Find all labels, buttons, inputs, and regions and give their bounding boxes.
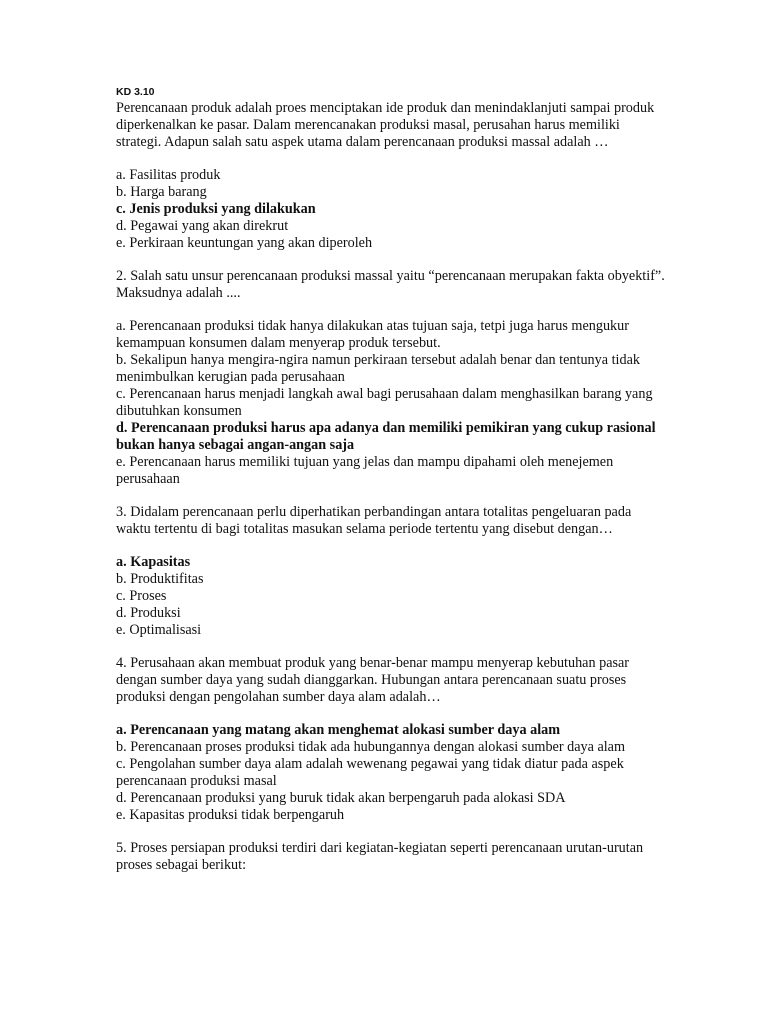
- option-c: c. Perencanaan harus menjadi langkah awal bagi perusahaan dalam menghasilkan barang yang dibutuhkan konsumen: [116, 386, 653, 419]
- option-e: e. Optimalisasi: [116, 622, 202, 638]
- question-2: [116, 268, 668, 488]
- option-e: e. Perencanaan harus memiliki tujuan yang jelas dan mampu dipahami oleh menejemen perusahaan: [116, 454, 614, 487]
- question-3: [116, 504, 668, 639]
- question-1-options: [116, 167, 668, 252]
- option-c-correct: c. Jenis produksi yang dilakukan: [116, 201, 316, 217]
- question-4: [116, 655, 668, 824]
- question-5-stem: 5. Proses persiapan produksi terdiri dari kegiatan-kegiatan seperti perencanaan urutan-urutan proses sebagai berikut:: [116, 840, 644, 873]
- question-4-stem: 4. Perusahaan akan membuat produk yang benar-benar mampu menyerap kebutuhan pasar dengan sumber daya yang sudah dianggarkan. Hubungan antara perencanaan suatu proses produksi dengan pengolahan sumber daya alam adalah…: [116, 655, 630, 705]
- option-a: a. Fasilitas produk: [116, 167, 221, 183]
- option-b: b. Produktifitas: [116, 571, 204, 587]
- question-3-stem: 3. Didalam perencanaan perlu diperhatikan perbandingan antara totalitas pengeluaran pada waktu tertentu di bagi totalitas masukan selama periode tertentu yang disebut dengan…: [116, 504, 632, 537]
- option-d: d. Pegawai yang akan direkrut: [116, 218, 289, 234]
- question-5: [116, 840, 668, 874]
- option-c: c. Pengolahan sumber daya alam adalah wewenang pegawai yang tidak diatur pada aspek perencanaan produksi masal: [116, 756, 624, 789]
- question-1: [116, 100, 668, 252]
- option-a: a. Perencanaan produksi tidak hanya dilakukan atas tujuan saja, tetpi juga harus mengukur kemampuan konsumen dalam menyerap produk tersebut.: [116, 318, 629, 351]
- question-4-options: [116, 722, 668, 824]
- option-b: b. Harga barang: [116, 184, 207, 200]
- option-c: c. Proses: [116, 588, 167, 604]
- question-1-stem: Perencanaan produk adalah proes menciptakan ide produk dan menindaklanjuti sampai produk diperkenalkan ke pasar. Dalam merencanakan produksi masal, perusahan harus memiliki strategi. Adapun salah satu aspek utama dalam perencanaan produksi massal adalah …: [116, 100, 655, 150]
- question-2-stem: 2. Salah satu unsur perencanaan produksi massal yaitu “perencanaan merupakan fakta obyektif”. Maksudnya adalah ....: [116, 268, 665, 301]
- section-header: KD 3.10: [116, 86, 155, 98]
- option-a-correct: a. Perencanaan yang matang akan menghemat alokasi sumber daya alam: [116, 722, 561, 738]
- option-e: e. Perkiraan keuntungan yang akan diperoleh: [116, 235, 373, 251]
- option-d: d. Perencanaan produksi yang buruk tidak akan berpengaruh pada alokasi SDA: [116, 790, 566, 806]
- option-b: b. Sekalipun hanya mengira-ngira namun perkiraan tersebut adalah benar dan tentunya tidak menimbulkan kerugian pada perusahaan: [116, 352, 640, 385]
- option-d: d. Produksi: [116, 605, 181, 621]
- option-e: e. Kapasitas produksi tidak berpengaruh: [116, 807, 345, 823]
- option-b: b. Perencanaan proses produksi tidak ada hubungannya dengan alokasi sumber daya alam: [116, 739, 626, 755]
- option-a-correct: a. Kapasitas: [116, 554, 191, 570]
- question-3-options: [116, 554, 668, 639]
- option-d-correct: d. Perencanaan produksi harus apa adanya dan memiliki pemikiran yang cukup rasional bukan hanya sebagai angan-angan saja: [116, 420, 656, 453]
- question-2-options: [116, 318, 668, 488]
